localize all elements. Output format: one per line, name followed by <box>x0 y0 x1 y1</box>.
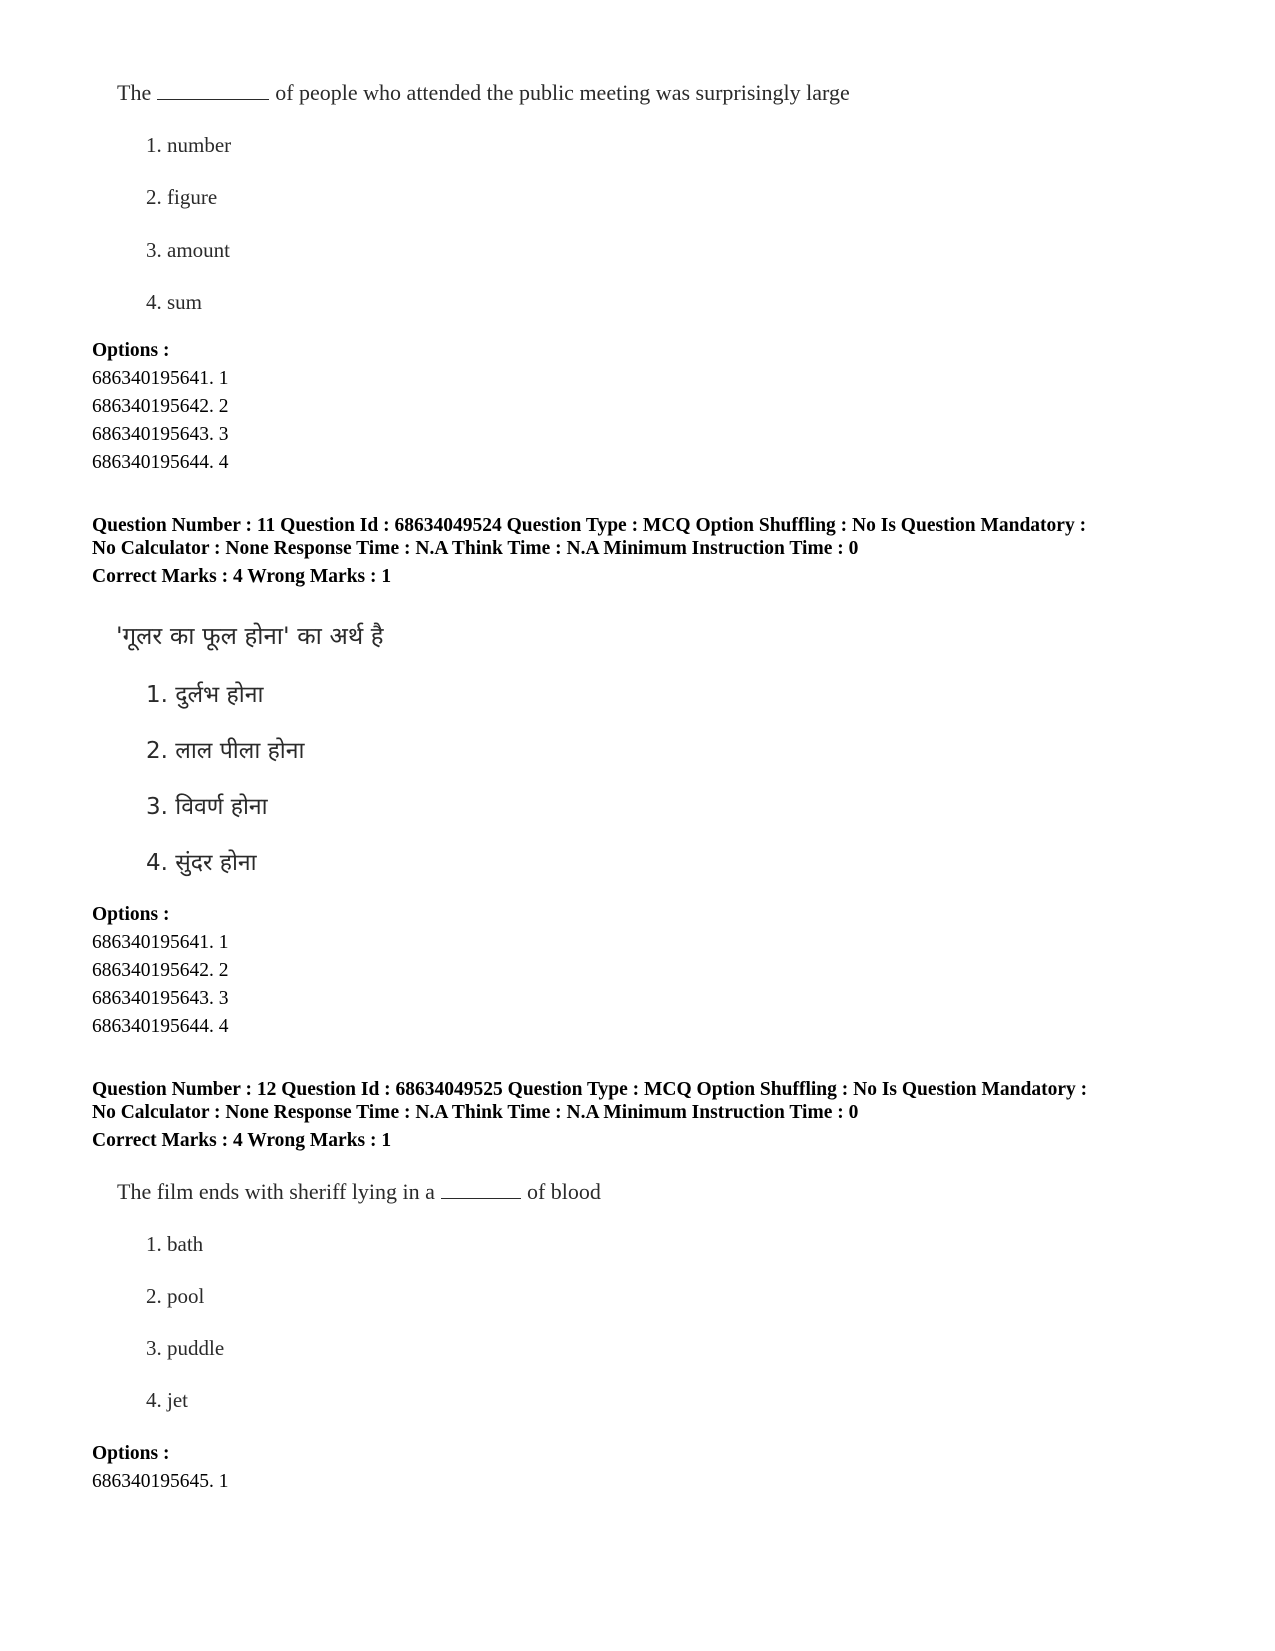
q12-choice-2: 2. pool <box>146 1284 205 1308</box>
q11-choice-2: 2. लाल पीला होना <box>146 738 305 764</box>
q11-choice-3: 3. विवर्ण होना <box>146 794 268 820</box>
q12-marks: Correct Marks : 4 Wrong Marks : 1 <box>92 1130 392 1151</box>
q10-choice-4: 4. sum <box>146 290 203 314</box>
q10-blank <box>157 98 269 100</box>
q12-choice-3: 3. puddle <box>146 1336 225 1360</box>
q10-option-2: 686340195642. 2 <box>92 396 229 417</box>
q10-choice-2: 2. figure <box>146 185 218 209</box>
q11-choice-4: 4. सुंदर होना <box>146 850 257 876</box>
q11-choice-1: 1. दुर्लभ होना <box>146 682 264 708</box>
q12-prompt-after: of blood <box>526 1179 601 1204</box>
q10-option-4: 686340195644. 4 <box>92 452 229 473</box>
q11-meta-line1: Question Number : 11 Question Id : 68634049524 Question Type : MCQ Option Shuffling : No Is Question Mandatory : <box>92 515 1087 536</box>
q12-blank <box>441 1197 521 1199</box>
q10-prompt-before: The <box>117 80 152 105</box>
q10-prompt <box>117 80 850 106</box>
q10-option-3: 686340195643. 3 <box>92 424 229 445</box>
q12-choice-4: 4. jet <box>146 1388 188 1412</box>
q11-option-1: 686340195641. 1 <box>92 932 229 953</box>
q12-choice-1: 1. bath <box>146 1232 204 1256</box>
q12-options-label: Options : <box>92 1443 170 1464</box>
q12-prompt <box>117 1179 601 1205</box>
q11-option-4: 686340195644. 4 <box>92 1016 229 1037</box>
q10-options-label: Options : <box>92 340 170 361</box>
q10-option-1: 686340195641. 1 <box>92 368 229 389</box>
q11-meta-line2: No Calculator : None Response Time : N.A Think Time : N.A Minimum Instruction Time : 0 <box>92 538 859 559</box>
q12-meta-line1: Question Number : 12 Question Id : 68634049525 Question Type : MCQ Option Shuffling : No Is Question Mandatory : <box>92 1079 1088 1100</box>
q11-option-2: 686340195642. 2 <box>92 960 229 981</box>
q11-option-3: 686340195643. 3 <box>92 988 229 1009</box>
q11-marks: Correct Marks : 4 Wrong Marks : 1 <box>92 566 392 587</box>
q10-choice-3: 3. amount <box>146 238 230 262</box>
q10-prompt-after: of people who attended the public meeting was surprisingly large <box>275 80 850 105</box>
q11-prompt: 'गूलर का फूल होना' का अर्थ है <box>116 622 384 650</box>
q11-options-label: Options : <box>92 904 170 925</box>
q12-meta-line2: No Calculator : None Response Time : N.A Think Time : N.A Minimum Instruction Time : 0 <box>92 1102 859 1123</box>
q12-option-1: 686340195645. 1 <box>92 1471 229 1492</box>
q12-prompt-before: The film ends with sheriff lying in a <box>117 1179 435 1204</box>
q10-choice-1: 1. number <box>146 133 232 157</box>
